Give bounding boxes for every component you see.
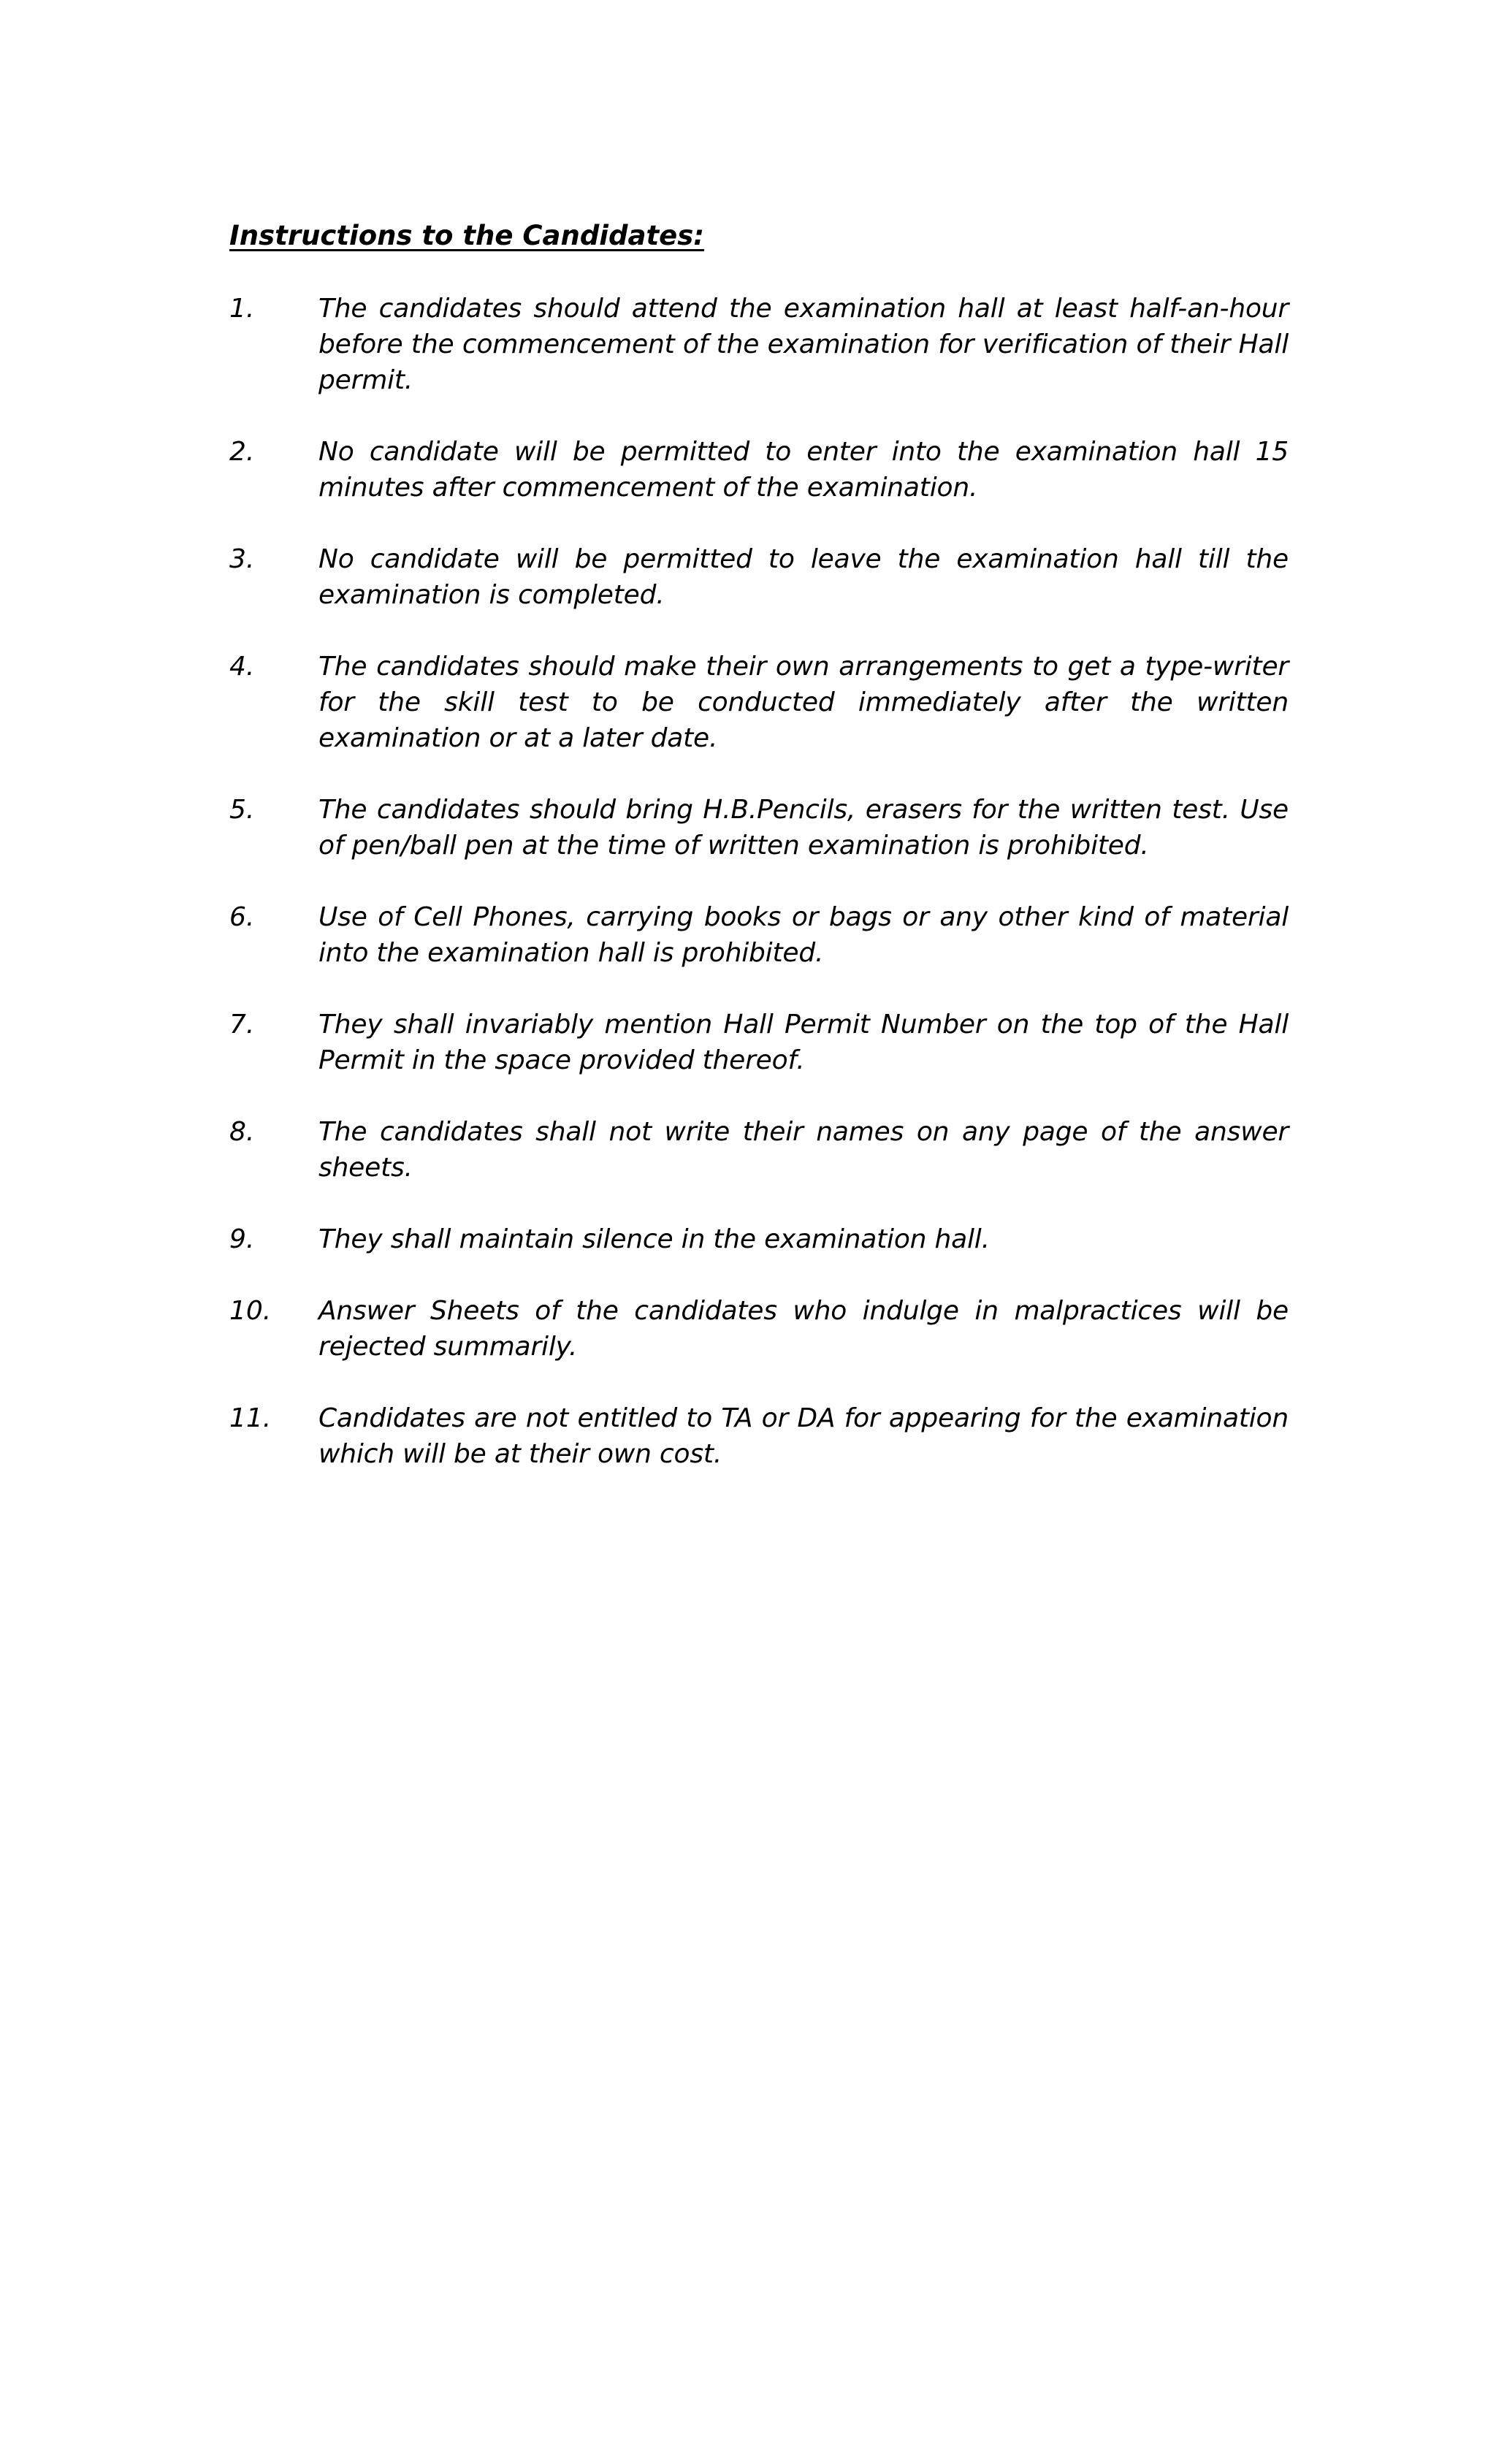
list-item — [229, 1221, 1289, 1257]
item-number: 4. — [229, 652, 255, 682]
item-number: 5. — [229, 795, 255, 825]
item-text: The candidates shall not write their names on any page of the answer sheets. — [318, 1117, 1289, 1183]
instructions-list — [229, 291, 1289, 1508]
item-number: 11. — [229, 1403, 272, 1433]
item-text: Use of Cell Phones, carrying books or bags or any other kind of material into the examination hall is prohibited. — [318, 902, 1289, 968]
list-item — [229, 649, 1289, 756]
list-item — [229, 1114, 1289, 1186]
item-text: Candidates are not entitled to TA or DA for appearing for the examination which will be at their own cost. — [318, 1403, 1289, 1469]
item-number: 8. — [229, 1117, 255, 1147]
item-text: Answer Sheets of the candidates who indulge in malpractices will be rejected summarily. — [318, 1296, 1289, 1362]
item-number: 10. — [229, 1296, 272, 1326]
list-item — [229, 1293, 1289, 1365]
item-text: No candidate will be permitted to enter into the examination hall 15 minutes after commencement of the examination. — [318, 437, 1289, 503]
instructions-heading: Instructions to the Candidates: — [229, 220, 705, 251]
list-item — [229, 1007, 1289, 1078]
item-number: 6. — [229, 902, 255, 932]
item-text: The candidates should attend the examination hall at least half-an-hour before the commencement of the examination for verification of their Hall permit. — [318, 294, 1289, 395]
item-number: 3. — [229, 544, 255, 574]
list-item — [229, 434, 1289, 506]
item-number: 2. — [229, 437, 255, 467]
list-item — [229, 1400, 1289, 1472]
list-item — [229, 291, 1289, 398]
list-item — [229, 792, 1289, 863]
item-text: The candidates should make their own arrangements to get a type-writer for the skill test to be conducted immediately after the written examination or at a later date. — [318, 652, 1289, 753]
list-item — [229, 541, 1289, 613]
item-number: 7. — [229, 1010, 255, 1040]
list-item — [229, 899, 1289, 971]
item-text: The candidates should bring H.B.Pencils, erasers for the written test. Use of pen/ball pen at the time of written examination is prohibited. — [318, 795, 1289, 861]
item-number: 9. — [229, 1224, 255, 1254]
item-number: 1. — [229, 294, 255, 324]
item-text: They shall invariably mention Hall Permit Number on the top of the Hall Permit in the space provided thereof. — [318, 1010, 1289, 1075]
item-text: No candidate will be permitted to leave the examination hall till the examination is completed. — [318, 544, 1289, 610]
item-text: They shall maintain silence in the examination hall. — [318, 1224, 990, 1254]
